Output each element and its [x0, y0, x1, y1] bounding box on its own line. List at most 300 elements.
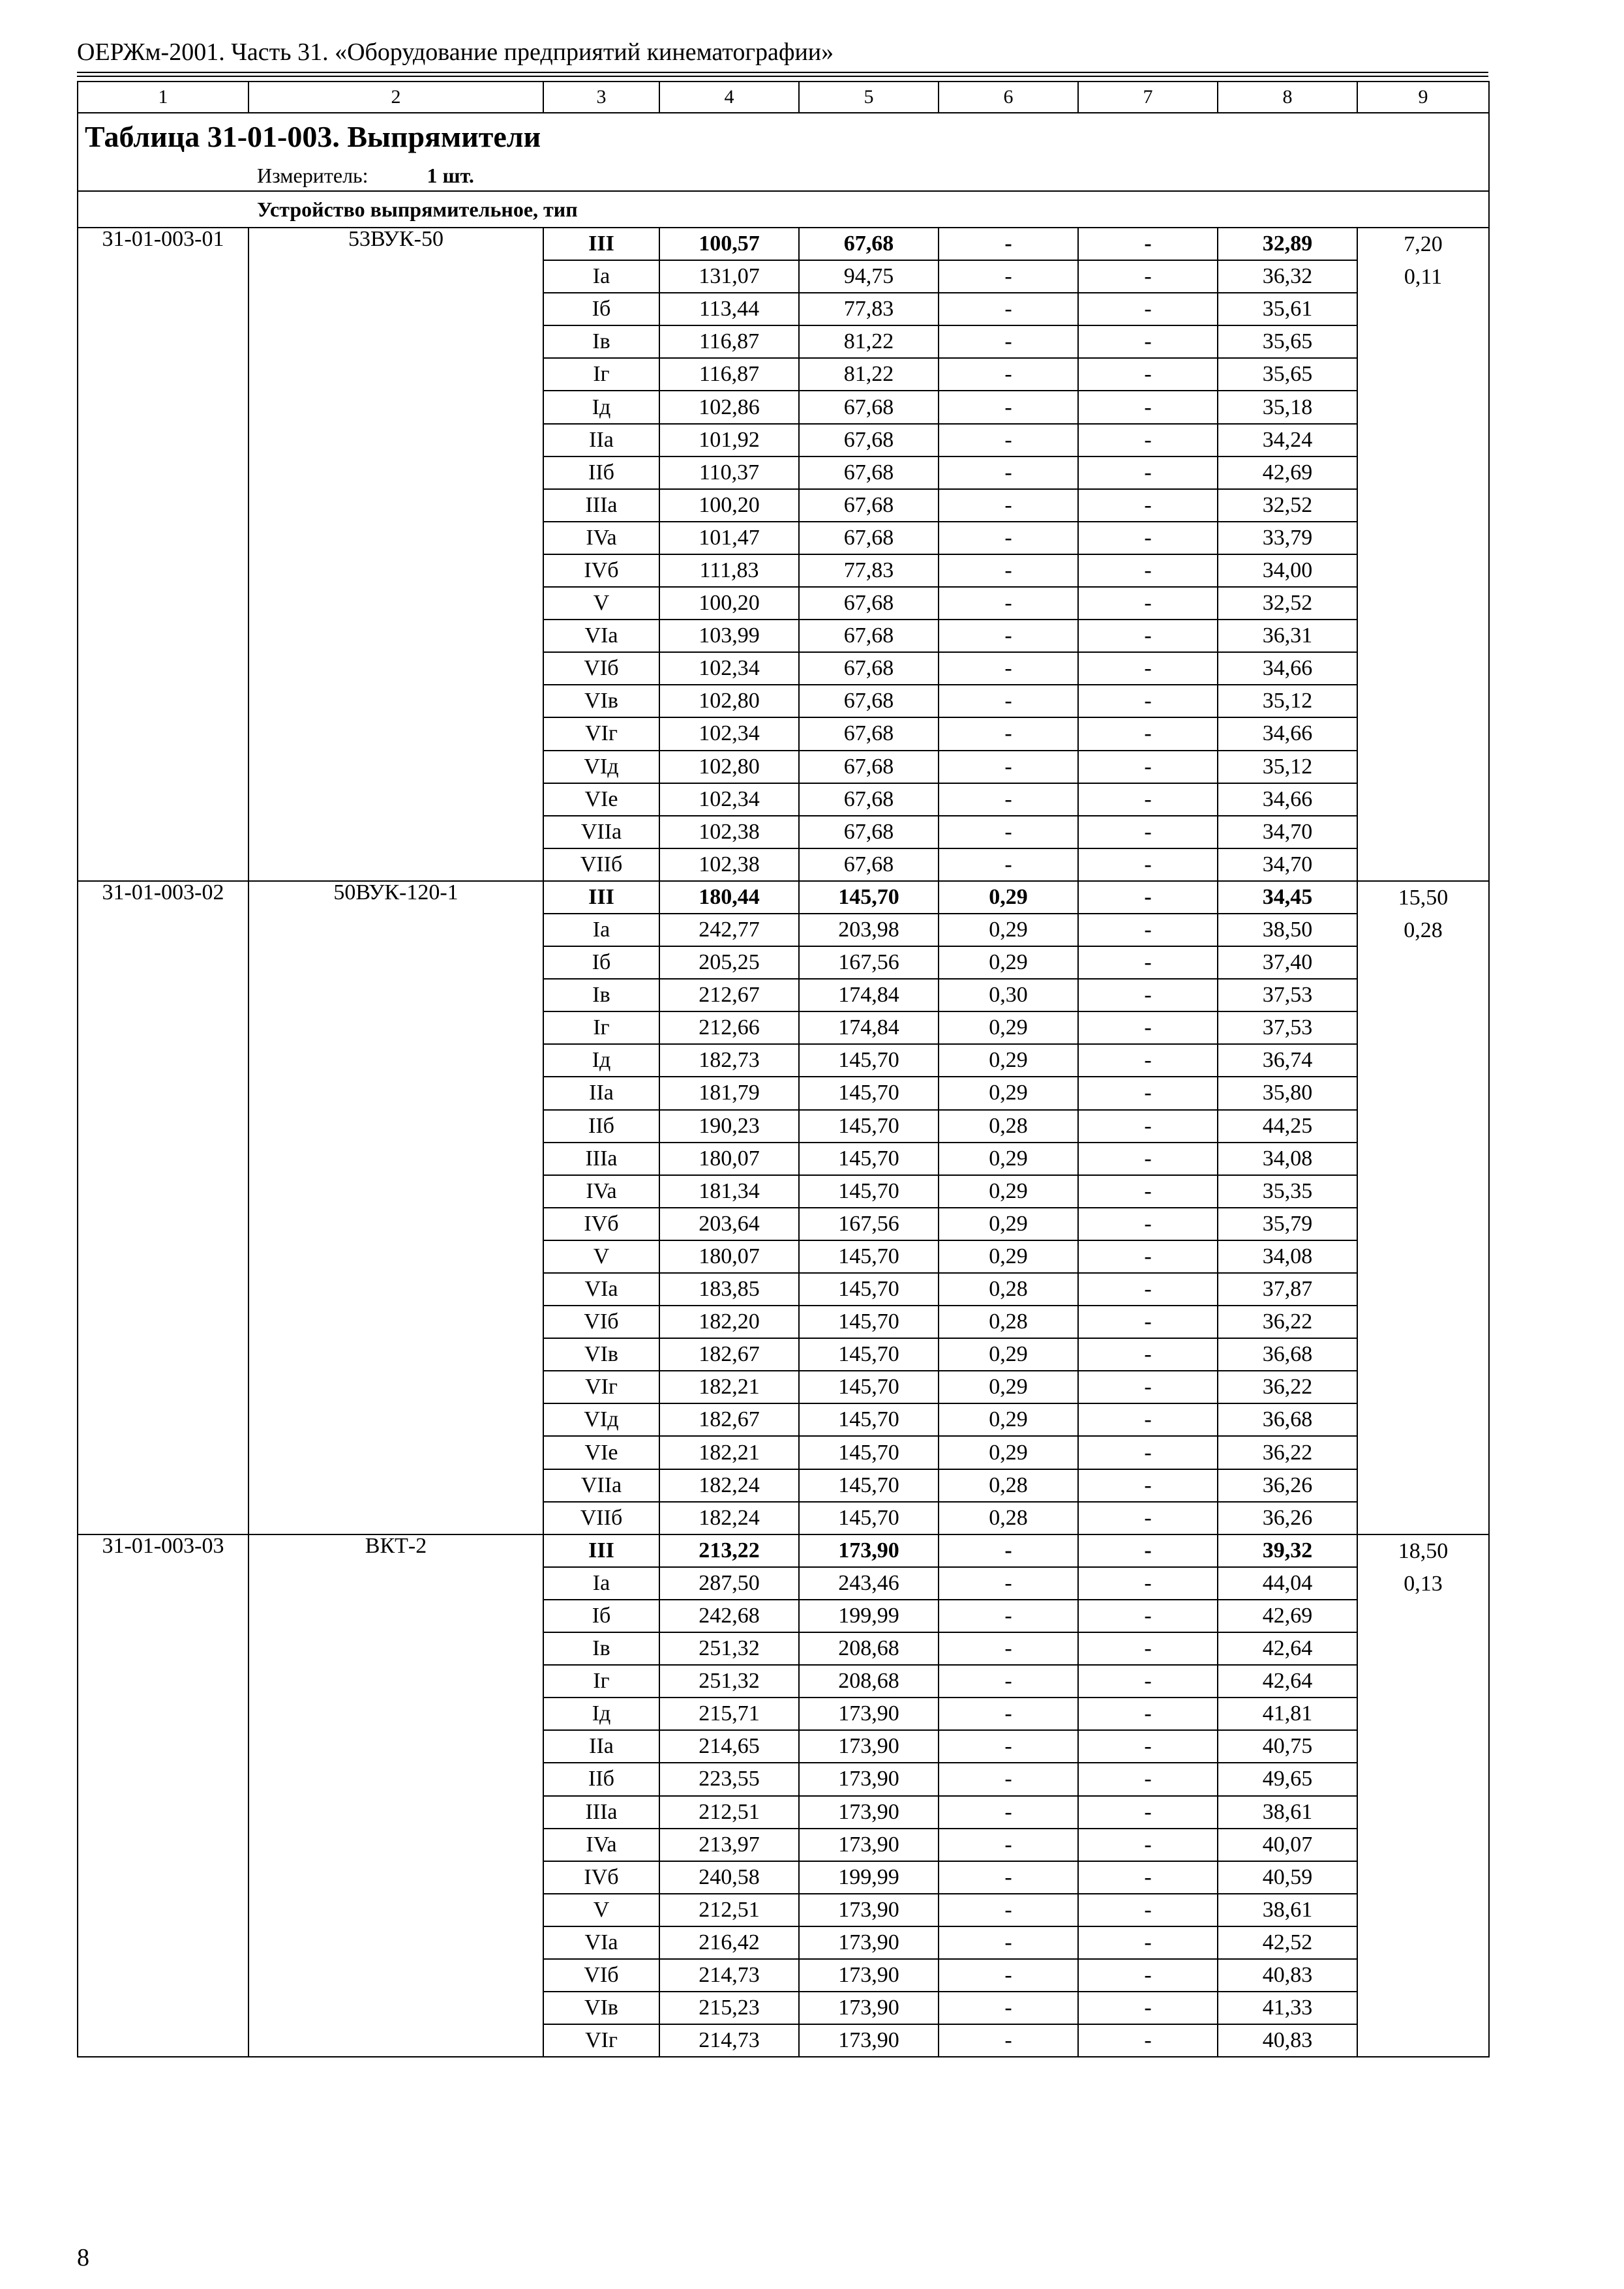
value-col5: 208,68 [799, 1632, 939, 1665]
value-col7: - [1078, 1894, 1218, 1926]
value-col7: - [1078, 1502, 1218, 1534]
value-col8: 38,61 [1218, 1894, 1357, 1926]
value-col4: 182,67 [659, 1403, 799, 1436]
value-col5: 208,68 [799, 1665, 939, 1698]
value-col7: - [1078, 685, 1218, 717]
value-col8: 36,22 [1218, 1371, 1357, 1403]
equipment-name: 53ВУК-50 [248, 228, 543, 881]
value-col4: 215,71 [659, 1698, 799, 1730]
column9-cell [1357, 228, 1489, 881]
value-col5: 173,90 [799, 1992, 939, 2024]
value-col4: 180,07 [659, 1143, 799, 1175]
value-col8: 36,22 [1218, 1306, 1357, 1338]
table-title: Таблица 31-01-003. Выпрямители [78, 113, 1489, 160]
zone-cell: IVa [543, 1829, 659, 1861]
value-col4: 216,42 [659, 1926, 799, 1959]
value-col8: 42,69 [1218, 456, 1357, 489]
value-col4: 110,37 [659, 456, 799, 489]
value-col4: 242,77 [659, 914, 799, 946]
value-col4: 182,24 [659, 1502, 799, 1534]
table-row [78, 881, 1489, 914]
column9-value: 0,28 [1404, 918, 1443, 942]
value-col6: - [939, 751, 1078, 783]
value-col7: - [1078, 1600, 1218, 1632]
value-col6: 0,29 [939, 881, 1078, 914]
zone-cell: V [543, 1240, 659, 1273]
zone-cell: IIIa [543, 489, 659, 522]
value-col7: - [1078, 1796, 1218, 1829]
value-col7: - [1078, 587, 1218, 620]
value-col5: 145,70 [799, 1502, 939, 1534]
value-col6: - [939, 2024, 1078, 2057]
value-col4: 102,80 [659, 751, 799, 783]
value-col8: 35,80 [1218, 1077, 1357, 1109]
zone-cell: III [543, 228, 659, 260]
value-col6: - [939, 1796, 1078, 1829]
value-col6: 0,29 [939, 1208, 1078, 1240]
rate-code: 31-01-003-03 [78, 1534, 248, 2057]
value-col6: - [939, 228, 1078, 260]
column-number: 6 [939, 82, 1078, 113]
value-col6: - [939, 1534, 1078, 1567]
value-col6: - [939, 620, 1078, 652]
zone-cell: IVa [543, 1175, 659, 1208]
unit-value: 1 шт. [427, 163, 474, 187]
value-col7: - [1078, 456, 1218, 489]
value-col7: - [1078, 914, 1218, 946]
value-col7: - [1078, 652, 1218, 685]
value-col5: 67,68 [799, 620, 939, 652]
value-col4: 116,87 [659, 358, 799, 391]
zone-cell: VIв [543, 1992, 659, 2024]
document-header: ОЕРЖм-2001. Часть 31. «Оборудование предприятий кинематографии» [77, 38, 834, 66]
value-col6: - [939, 685, 1078, 717]
value-col5: 67,68 [799, 587, 939, 620]
value-col8: 40,59 [1218, 1861, 1357, 1894]
value-col6: 0,29 [939, 1403, 1078, 1436]
zone-cell: VIa [543, 1926, 659, 1959]
value-col5: 145,70 [799, 1338, 939, 1371]
value-col8: 42,64 [1218, 1632, 1357, 1665]
value-col6: - [939, 424, 1078, 456]
value-col7: - [1078, 881, 1218, 914]
value-col8: 42,69 [1218, 1600, 1357, 1632]
zone-cell: IIб [543, 1763, 659, 1795]
value-col5: 173,90 [799, 1796, 939, 1829]
value-col7: - [1078, 783, 1218, 816]
column-number: 4 [659, 82, 799, 113]
value-col5: 67,68 [799, 751, 939, 783]
value-col4: 113,44 [659, 293, 799, 325]
zone-cell: Iв [543, 325, 659, 358]
zone-cell: Iв [543, 1632, 659, 1665]
zone-cell: Ia [543, 260, 659, 293]
value-col7: - [1078, 1077, 1218, 1109]
value-col5: 145,70 [799, 1110, 939, 1143]
value-col7: - [1078, 848, 1218, 881]
column-number: 3 [543, 82, 659, 113]
value-col6: 0,28 [939, 1273, 1078, 1306]
value-col7: - [1078, 1143, 1218, 1175]
value-col4: 100,20 [659, 489, 799, 522]
value-col7: - [1078, 1240, 1218, 1273]
value-col8: 36,26 [1218, 1502, 1357, 1534]
value-col5: 67,68 [799, 424, 939, 456]
value-col8: 41,81 [1218, 1698, 1357, 1730]
value-col6: 0,28 [939, 1110, 1078, 1143]
value-col6: - [939, 1698, 1078, 1730]
value-col7: - [1078, 1730, 1218, 1763]
value-col4: 212,51 [659, 1894, 799, 1926]
value-col5: 77,83 [799, 554, 939, 587]
zone-cell: VIг [543, 1371, 659, 1403]
value-col7: - [1078, 358, 1218, 391]
value-col6: - [939, 1600, 1078, 1632]
value-col8: 35,65 [1218, 358, 1357, 391]
value-col7: - [1078, 1011, 1218, 1044]
zone-cell: VIб [543, 1306, 659, 1338]
section-row [78, 191, 1489, 228]
value-col4: 102,34 [659, 652, 799, 685]
value-col7: - [1078, 391, 1218, 423]
value-col6: - [939, 1632, 1078, 1665]
value-col7: - [1078, 554, 1218, 587]
zone-cell: VIIб [543, 848, 659, 881]
value-col7: - [1078, 1567, 1218, 1600]
value-col8: 34,45 [1218, 881, 1357, 914]
equipment-name: 50ВУК-120-1 [248, 881, 543, 1534]
value-col6: - [939, 652, 1078, 685]
value-col6: - [939, 1567, 1078, 1600]
zone-cell: IIб [543, 1110, 659, 1143]
value-col5: 145,70 [799, 1077, 939, 1109]
value-col4: 213,97 [659, 1829, 799, 1861]
value-col7: - [1078, 717, 1218, 750]
value-col4: 215,23 [659, 1992, 799, 2024]
zone-cell: Iг [543, 358, 659, 391]
value-col6: - [939, 554, 1078, 587]
value-col5: 173,90 [799, 1926, 939, 1959]
zone-cell: IVб [543, 1208, 659, 1240]
zone-cell: IIIa [543, 1796, 659, 1829]
value-col5: 145,70 [799, 1403, 939, 1436]
column9-value: 18,50 [1398, 1538, 1449, 1563]
value-col4: 182,73 [659, 1044, 799, 1077]
value-col8: 37,87 [1218, 1273, 1357, 1306]
value-col8: 34,70 [1218, 816, 1357, 848]
value-col4: 131,07 [659, 260, 799, 293]
value-col5: 145,70 [799, 881, 939, 914]
value-col4: 102,34 [659, 717, 799, 750]
value-col6: 0,29 [939, 946, 1078, 979]
value-col4: 251,32 [659, 1632, 799, 1665]
zone-cell: VIг [543, 2024, 659, 2057]
column-number: 8 [1218, 82, 1357, 113]
value-col6: 0,29 [939, 1011, 1078, 1044]
value-col7: - [1078, 293, 1218, 325]
value-col8: 36,32 [1218, 260, 1357, 293]
zone-cell: Ia [543, 1567, 659, 1600]
value-col5: 145,70 [799, 1371, 939, 1403]
zone-cell: IIIa [543, 1143, 659, 1175]
value-col5: 67,68 [799, 848, 939, 881]
zone-cell: VIд [543, 751, 659, 783]
value-col4: 203,64 [659, 1208, 799, 1240]
value-col6: 0,28 [939, 1502, 1078, 1534]
value-col5: 203,98 [799, 914, 939, 946]
value-col4: 223,55 [659, 1763, 799, 1795]
value-col7: - [1078, 751, 1218, 783]
value-col5: 94,75 [799, 260, 939, 293]
zone-cell: Ia [543, 914, 659, 946]
value-col8: 34,66 [1218, 783, 1357, 816]
value-col6: - [939, 717, 1078, 750]
value-col7: - [1078, 489, 1218, 522]
value-col8: 40,75 [1218, 1730, 1357, 1763]
value-col5: 145,70 [799, 1469, 939, 1502]
value-col8: 32,52 [1218, 587, 1357, 620]
value-col4: 214,73 [659, 1959, 799, 1992]
value-col5: 173,90 [799, 1534, 939, 1567]
value-col5: 67,68 [799, 652, 939, 685]
value-col8: 33,79 [1218, 522, 1357, 554]
zone-cell: VIa [543, 620, 659, 652]
value-col8: 35,35 [1218, 1175, 1357, 1208]
value-col5: 173,90 [799, 1730, 939, 1763]
value-col7: - [1078, 228, 1218, 260]
value-col6: - [939, 325, 1078, 358]
zone-cell: IIб [543, 456, 659, 489]
value-col5: 67,68 [799, 783, 939, 816]
value-col4: 180,44 [659, 881, 799, 914]
value-col4: 182,24 [659, 1469, 799, 1502]
value-col7: - [1078, 1861, 1218, 1894]
value-col4: 100,20 [659, 587, 799, 620]
page-number: 8 [77, 2244, 89, 2271]
value-col5: 145,70 [799, 1143, 939, 1175]
value-col8: 35,79 [1218, 1208, 1357, 1240]
header-rule-double [77, 76, 1488, 77]
value-col8: 39,32 [1218, 1534, 1357, 1567]
value-col4: 101,47 [659, 522, 799, 554]
value-col4: 213,22 [659, 1534, 799, 1567]
value-col5: 167,56 [799, 946, 939, 979]
value-col7: - [1078, 1110, 1218, 1143]
value-col7: - [1078, 1534, 1218, 1567]
column9-value: 7,20 [1404, 232, 1443, 256]
value-col4: 182,20 [659, 1306, 799, 1338]
value-col6: - [939, 1829, 1078, 1861]
value-col7: - [1078, 1044, 1218, 1077]
value-col6: - [939, 848, 1078, 881]
value-col8: 35,18 [1218, 391, 1357, 423]
value-col4: 212,66 [659, 1011, 799, 1044]
value-col5: 173,90 [799, 1698, 939, 1730]
value-col4: 103,99 [659, 620, 799, 652]
zone-cell: VIIб [543, 1502, 659, 1534]
zone-cell: VIг [543, 717, 659, 750]
value-col8: 32,52 [1218, 489, 1357, 522]
value-col4: 100,57 [659, 228, 799, 260]
value-col5: 173,90 [799, 1763, 939, 1795]
value-col4: 111,83 [659, 554, 799, 587]
value-col7: - [1078, 1829, 1218, 1861]
value-col8: 40,83 [1218, 2024, 1357, 2057]
value-col7: - [1078, 620, 1218, 652]
value-col7: - [1078, 1403, 1218, 1436]
zone-cell: Iб [543, 1600, 659, 1632]
value-col8: 34,70 [1218, 848, 1357, 881]
value-col6: - [939, 587, 1078, 620]
rates-table [77, 81, 1490, 2057]
value-col5: 199,99 [799, 1600, 939, 1632]
zone-cell: III [543, 881, 659, 914]
value-col5: 67,68 [799, 685, 939, 717]
zone-cell: VIв [543, 1338, 659, 1371]
value-col8: 44,04 [1218, 1567, 1357, 1600]
unit-cell [78, 160, 1489, 191]
value-col6: - [939, 1894, 1078, 1926]
value-col5: 67,68 [799, 816, 939, 848]
value-col7: - [1078, 1632, 1218, 1665]
zone-cell: Iд [543, 1044, 659, 1077]
value-col8: 34,08 [1218, 1143, 1357, 1175]
value-col4: 240,58 [659, 1861, 799, 1894]
value-col7: - [1078, 1926, 1218, 1959]
zone-cell: IVa [543, 522, 659, 554]
value-col6: 0,29 [939, 1077, 1078, 1109]
value-col8: 38,50 [1218, 914, 1357, 946]
value-col5: 145,70 [799, 1175, 939, 1208]
value-col8: 34,66 [1218, 652, 1357, 685]
value-col7: - [1078, 1992, 1218, 2024]
column9-cell [1357, 1534, 1489, 2057]
section-label: Устройство выпрямительное, тип [78, 191, 1489, 228]
value-col6: 0,29 [939, 1044, 1078, 1077]
value-col8: 34,24 [1218, 424, 1357, 456]
zone-cell: VIe [543, 783, 659, 816]
value-col5: 173,90 [799, 2024, 939, 2057]
zone-cell: IIa [543, 1077, 659, 1109]
value-col8: 36,31 [1218, 620, 1357, 652]
value-col4: 102,34 [659, 783, 799, 816]
value-col7: - [1078, 946, 1218, 979]
value-col4: 181,34 [659, 1175, 799, 1208]
value-col5: 199,99 [799, 1861, 939, 1894]
value-col4: 287,50 [659, 1567, 799, 1600]
value-col7: - [1078, 1436, 1218, 1469]
value-col5: 145,70 [799, 1240, 939, 1273]
value-col4: 102,38 [659, 816, 799, 848]
value-col6: 0,29 [939, 1175, 1078, 1208]
value-col7: - [1078, 325, 1218, 358]
zone-cell: V [543, 587, 659, 620]
value-col7: - [1078, 2024, 1218, 2057]
zone-cell: Iв [543, 979, 659, 1011]
column-number: 2 [248, 82, 543, 113]
value-col6: 0,29 [939, 1240, 1078, 1273]
value-col5: 81,22 [799, 358, 939, 391]
value-col5: 167,56 [799, 1208, 939, 1240]
zone-cell: VIIa [543, 816, 659, 848]
value-col5: 67,68 [799, 391, 939, 423]
column9-value: 0,11 [1404, 265, 1443, 290]
value-col5: 173,90 [799, 1829, 939, 1861]
header-rule [77, 72, 1488, 73]
value-col4: 116,87 [659, 325, 799, 358]
value-col5: 145,70 [799, 1273, 939, 1306]
value-col4: 182,21 [659, 1371, 799, 1403]
value-col7: - [1078, 1371, 1218, 1403]
zone-cell: Iг [543, 1665, 659, 1698]
value-col7: - [1078, 1763, 1218, 1795]
value-col6: 0,29 [939, 1338, 1078, 1371]
value-col6: - [939, 1861, 1078, 1894]
value-col6: - [939, 260, 1078, 293]
value-col4: 190,23 [659, 1110, 799, 1143]
value-col4: 180,07 [659, 1240, 799, 1273]
zone-cell: VIa [543, 1273, 659, 1306]
value-col8: 40,07 [1218, 1829, 1357, 1861]
table-row [78, 1534, 1489, 1567]
column-number: 9 [1357, 82, 1489, 113]
value-col7: - [1078, 424, 1218, 456]
value-col8: 35,12 [1218, 685, 1357, 717]
value-col6: 0,29 [939, 914, 1078, 946]
value-col6: - [939, 358, 1078, 391]
value-col8: 35,65 [1218, 325, 1357, 358]
zone-cell: Iб [543, 293, 659, 325]
zone-cell: VIб [543, 652, 659, 685]
value-col8: 42,64 [1218, 1665, 1357, 1698]
value-col5: 81,22 [799, 325, 939, 358]
value-col8: 37,53 [1218, 1011, 1357, 1044]
rate-code: 31-01-003-02 [78, 881, 248, 1534]
value-col4: 242,68 [659, 1600, 799, 1632]
value-col8: 37,53 [1218, 979, 1357, 1011]
value-col6: - [939, 1730, 1078, 1763]
value-col5: 243,46 [799, 1567, 939, 1600]
value-col5: 67,68 [799, 489, 939, 522]
value-col8: 40,83 [1218, 1959, 1357, 1992]
value-col6: - [939, 1926, 1078, 1959]
value-col7: - [1078, 1306, 1218, 1338]
value-col4: 101,92 [659, 424, 799, 456]
unit-row [78, 160, 1489, 191]
value-col4: 205,25 [659, 946, 799, 979]
value-col4: 212,67 [659, 979, 799, 1011]
value-col6: - [939, 456, 1078, 489]
value-col6: - [939, 1959, 1078, 1992]
value-col8: 49,65 [1218, 1763, 1357, 1795]
value-col8: 34,00 [1218, 554, 1357, 587]
zone-cell: IVб [543, 1861, 659, 1894]
value-col8: 38,61 [1218, 1796, 1357, 1829]
value-col4: 214,65 [659, 1730, 799, 1763]
zone-cell: Iг [543, 1011, 659, 1044]
value-col4: 102,86 [659, 391, 799, 423]
zone-cell: IIa [543, 424, 659, 456]
value-col4: 214,73 [659, 2024, 799, 2057]
value-col7: - [1078, 1665, 1218, 1698]
value-col4: 183,85 [659, 1273, 799, 1306]
value-col4: 182,67 [659, 1338, 799, 1371]
value-col6: - [939, 783, 1078, 816]
column-number: 1 [78, 82, 248, 113]
value-col5: 173,90 [799, 1894, 939, 1926]
value-col5: 145,70 [799, 1044, 939, 1077]
value-col5: 174,84 [799, 1011, 939, 1044]
